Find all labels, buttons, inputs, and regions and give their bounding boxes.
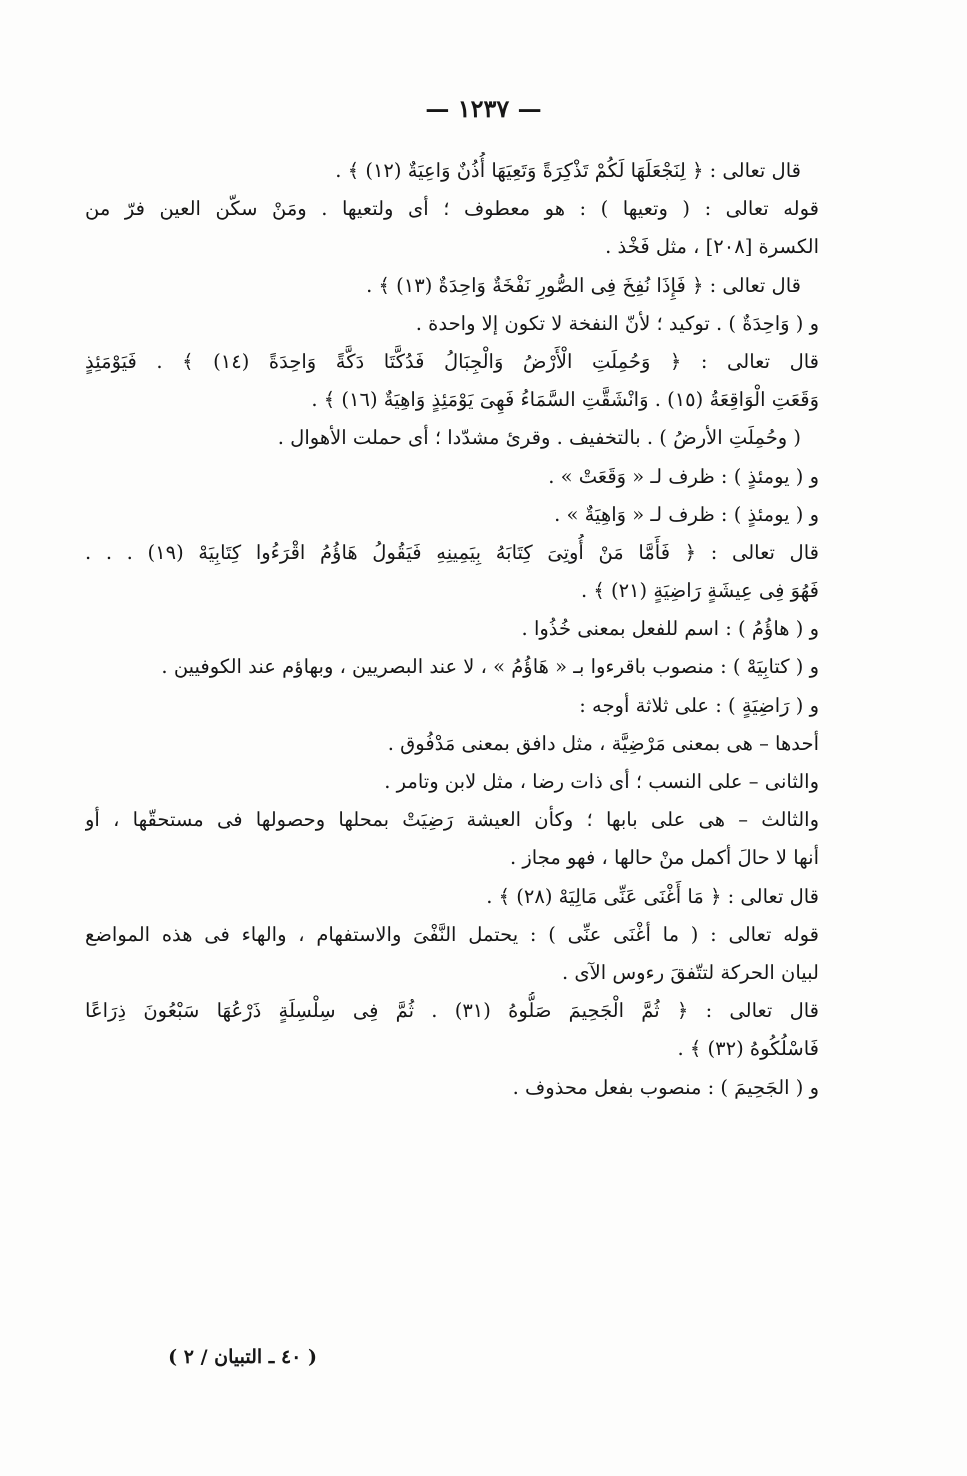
text-line: وَقَعَتِ الْوَاقِعَةُ (١٥) . وَانْشَقَّتِ السَّمَاءُ فَهِىَ يَوْمَئِذٍ وَاهِيَةٌ (١٦) ﴾ . xyxy=(311,388,819,412)
body-text xyxy=(85,152,819,1107)
page-number: — ١٢٣٧ — xyxy=(425,94,542,123)
text-line: أنها لا حالَ أكمل منْ حالها ، فهو مجاز . xyxy=(509,846,819,870)
text-line: قال تعالى : ﴿ مَا أَغْنَى عَنِّى مَالِيَهْ (٢٨) ﴾ . xyxy=(486,884,819,908)
text-line: قوله تعالى : ( ما أغْنَى عنِّى ) : يحتمل النَّفْىَ والاستفهام ، والهاء فى هذه المواضع xyxy=(85,922,819,946)
text-line: و ( هاؤُمُ ) : اسم للفعل بمعنى خُذُوا . xyxy=(521,617,819,641)
text-line: فَهُوَ فِى عِيشَةٍ رَاضِيَةٍ (٢١) ﴾ . xyxy=(580,579,819,603)
text-line: ( وحُمِلَتِ الأرضُ ) . بالتخفيف . وقرئ مشدّدا ؛ أى حملت الأهوال . xyxy=(277,426,801,450)
text-line: و ( وَاحِدَةٌ ) . توكيد ؛ لأنّ النفخة لا تكون إلا واحدة . xyxy=(415,311,819,335)
text-line: قوله تعالى : ( وتعيها ) : هو معطوف ؛ أى ولتعيها . ومَنْ سكّن العين فرّ من xyxy=(85,197,819,221)
text-line: والثالث – هى على بابها ؛ وكأن العيشة رَضِيَتْ بمحلها وحصولها فى مستحقّها ، أو xyxy=(85,808,819,832)
text-line: و ( كتابِيَهْ ) : منصوب باقرءوا بـ « هَاؤُمُ » ، لا عند البصريين ، وبهاؤم عند الكوفيين . xyxy=(161,655,819,679)
text-line: والثانى – على النسب ؛ أى ذات رضا ، مثل لابن وتامر . xyxy=(384,770,819,793)
text-line: الكسرة [٢٠٨] ، مثل فَخْذ . xyxy=(605,235,819,259)
text-line: و ( الجَحِيمَ ) : منصوب بفعل محذوف . xyxy=(512,1075,819,1099)
text-line: قال تعالى : ﴿ ثُمَّ الْجَحِيمَ صَلُّوهُ (٣١) . ثُمَّ فِى سِلْسِلَةٍ ذَرْعُهَا سَبْعُونَ ذِرَاعًا xyxy=(85,999,819,1023)
text-line: قال تعالى : ﴿ لِنَجْعَلَهَا لَكُمْ تَذْكِرَةً وَتَعِيَهَا أُذُنٌ وَاعِيَةٌ (١٢) ﴾ . xyxy=(335,159,801,182)
text-line: فَاسْلُكُوهُ (٣٢) ﴾ . xyxy=(677,1037,819,1061)
text-line: و ( يومئذٍ ) : ظرف لـ « وَاهِيَةٌ » . xyxy=(554,502,819,526)
text-line: قال تعالى : ﴿ وَحُمِلَتِ الْأَرْضُ وَالْجِبَالُ فَدُكَّتَا دَكَّةً وَاحِدَةً (١٤) ﴾ . فَيَوْمَئِذٍ xyxy=(85,349,819,373)
text-line: لبيان الحركة لتتّفقَ رءوس الآى . xyxy=(561,960,819,984)
text-line: قال تعالى : ﴿ فَإِذَا نُفِخَ فِى الصُّورِ نَفْخَةٌ وَاحِدَةٌ (١٣) ﴾ . xyxy=(366,273,801,297)
text-line: قال تعالى : ﴿ فَأَمَّا مَنْ أُوتِىَ كِتَابَهُ بِيَمِينِهِ فَيَقُولُ هَاؤُمُ اقْرَءُوا كِتَابِيَهْ (١٩) . . . xyxy=(85,540,819,564)
text-line: أحدها – هى بمعنى مَرْضِيَّة ، مثل دافق بمعنى مَدْفُوق . xyxy=(387,731,819,755)
footer-signature: ( ٤٠ ـ التبيان / ٢ ) xyxy=(168,1346,317,1368)
text-line: و ( رَاضِيَةٍ ) : على ثلاثة أوجه : xyxy=(579,693,819,717)
text-line: و ( يومئذٍ ) : ظرف لـ « وَقَعَتْ » . xyxy=(548,464,819,488)
